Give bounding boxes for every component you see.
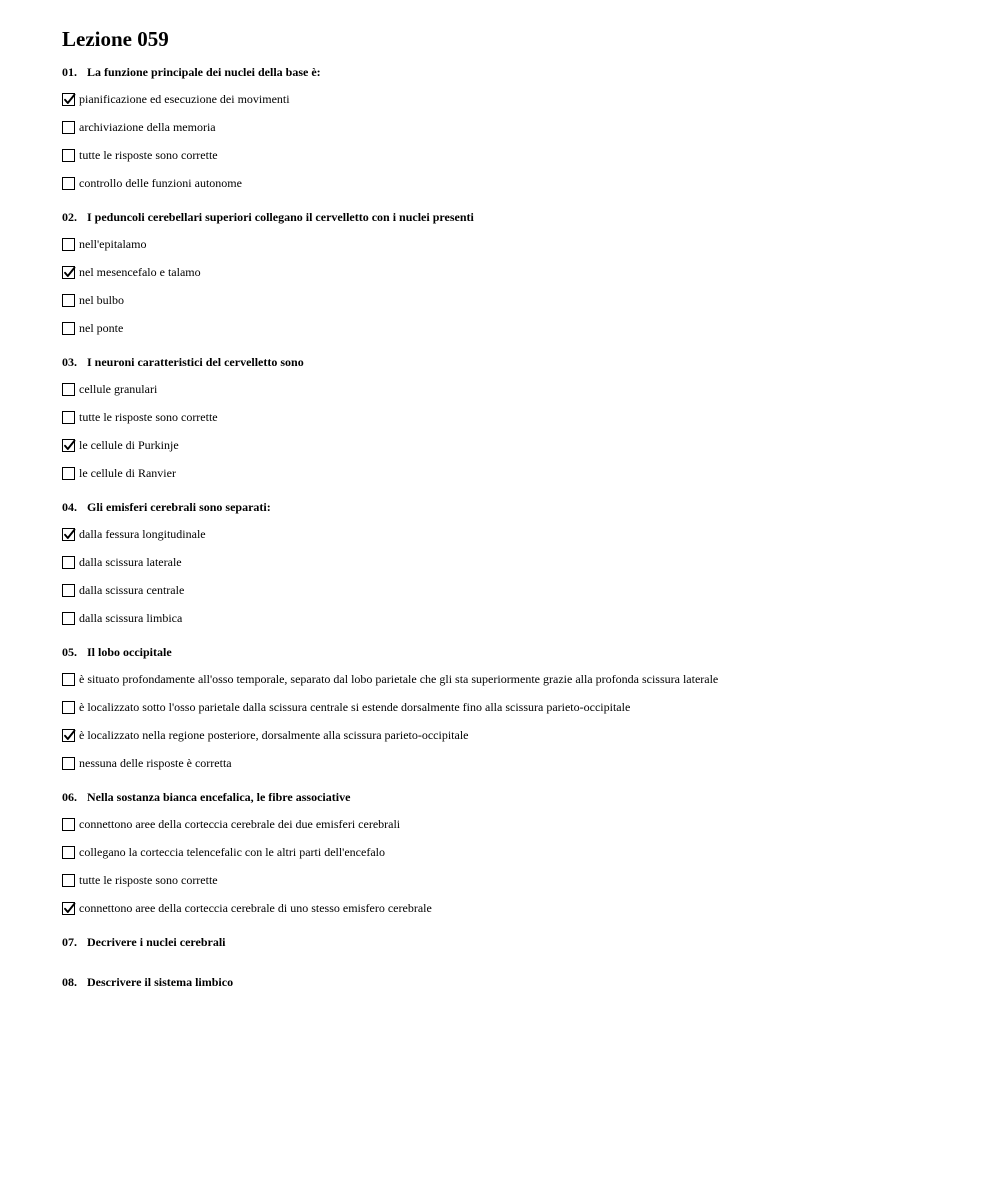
- question-text: I peduncoli cerebellari superiori collegano il cervelletto con i nuclei presenti: [87, 210, 474, 224]
- question-header: [62, 645, 982, 659]
- answer-list: [62, 520, 982, 632]
- check-mark-icon: [63, 729, 76, 742]
- question-number: 03.: [62, 355, 77, 369]
- checkbox-checked[interactable]: [62, 902, 75, 915]
- check-mark-icon: [63, 439, 76, 452]
- document-page: [62, 27, 982, 1015]
- question-text: I neuroni caratteristici del cervelletto sono: [87, 355, 304, 369]
- answer-option[interactable]: [62, 113, 982, 141]
- answer-text: è localizzato nella regione posteriore, dorsalmente alla scissura parieto-occipitale: [79, 727, 469, 742]
- answer-text: dalla scissura centrale: [79, 582, 185, 597]
- lesson-title: Lezione 059: [62, 27, 169, 51]
- checkbox-unchecked[interactable]: [62, 556, 75, 569]
- question-04: [62, 500, 982, 632]
- checkbox-unchecked[interactable]: [62, 673, 75, 686]
- answer-option[interactable]: [62, 431, 982, 459]
- checkbox-unchecked[interactable]: [62, 294, 75, 307]
- answer-option[interactable]: [62, 403, 982, 431]
- check-mark-icon: [63, 902, 76, 915]
- answer-text: dalla scissura laterale: [79, 554, 182, 569]
- answer-option[interactable]: [62, 314, 982, 342]
- question-text: Gli emisferi cerebrali sono separati:: [87, 500, 271, 514]
- question-01: [62, 65, 982, 197]
- checkbox-unchecked[interactable]: [62, 149, 75, 162]
- answer-option[interactable]: [62, 258, 982, 286]
- answer-text: nessuna delle risposte è corretta: [79, 755, 232, 770]
- checkbox-checked[interactable]: [62, 729, 75, 742]
- checkbox-unchecked[interactable]: [62, 846, 75, 859]
- answer-text: dalla fessura longitudinale: [79, 526, 206, 541]
- question-header: [62, 790, 982, 804]
- answer-option[interactable]: [62, 520, 982, 548]
- checkbox-unchecked[interactable]: [62, 322, 75, 335]
- check-mark-icon: [63, 93, 76, 106]
- answer-text: connettono aree della corteccia cerebrale di uno stesso emisfero cerebrale: [79, 900, 432, 915]
- checkbox-checked[interactable]: [62, 439, 75, 452]
- question-number: 04.: [62, 500, 77, 514]
- question-number: 01.: [62, 65, 77, 79]
- answer-text: nel mesencefalo e talamo: [79, 264, 201, 279]
- question-text: Nella sostanza bianca encefalica, le fibre associative: [87, 790, 351, 804]
- answer-option[interactable]: [62, 576, 982, 604]
- checkbox-checked[interactable]: [62, 266, 75, 279]
- checkbox-unchecked[interactable]: [62, 701, 75, 714]
- answer-option[interactable]: [62, 749, 982, 777]
- answer-text: è localizzato sotto l'osso parietale dalla scissura centrale si estende dorsalmente fino alla scissura parieto-occipitale: [79, 699, 631, 714]
- question-text: Il lobo occipitale: [87, 645, 172, 659]
- question-number: 08.: [62, 975, 77, 989]
- checkbox-unchecked[interactable]: [62, 757, 75, 770]
- answer-option[interactable]: [62, 286, 982, 314]
- checkbox-unchecked[interactable]: [62, 238, 75, 251]
- question-08: [62, 975, 982, 989]
- checkbox-checked[interactable]: [62, 528, 75, 541]
- answer-option[interactable]: [62, 548, 982, 576]
- answer-text: collegano la corteccia telencefalic con le altri parti dell'encefalo: [79, 844, 385, 859]
- checkbox-unchecked[interactable]: [62, 411, 75, 424]
- answer-text: cellule granulari: [79, 381, 158, 396]
- check-mark-icon: [63, 528, 76, 541]
- question-header: [62, 355, 982, 369]
- answer-option[interactable]: [62, 85, 982, 113]
- check-mark-icon: [63, 266, 76, 279]
- checkbox-unchecked[interactable]: [62, 612, 75, 625]
- answer-option[interactable]: [62, 838, 982, 866]
- question-number: 06.: [62, 790, 77, 804]
- answer-option[interactable]: [62, 230, 982, 258]
- answer-list: [62, 85, 982, 197]
- question-header: [62, 65, 982, 79]
- answer-text: connettono aree della corteccia cerebrale dei due emisferi cerebrali: [79, 816, 401, 831]
- question-header: [62, 210, 982, 224]
- answer-text: controllo delle funzioni autonome: [79, 175, 242, 190]
- answer-option[interactable]: [62, 604, 982, 632]
- answer-list: [62, 810, 982, 922]
- question-text: Descrivere il sistema limbico: [87, 975, 234, 989]
- question-header: [62, 935, 982, 949]
- question-02: [62, 210, 982, 342]
- answer-list: [62, 665, 982, 777]
- question-06: [62, 790, 982, 922]
- answer-option[interactable]: [62, 169, 982, 197]
- checkbox-unchecked[interactable]: [62, 818, 75, 831]
- answer-text: è situato profondamente all'osso temporale, separato dal lobo parietale che gli sta superiormente grazie alla profonda scissura laterale: [79, 671, 719, 686]
- answer-text: dalla scissura limbica: [79, 610, 183, 625]
- checkbox-unchecked[interactable]: [62, 121, 75, 134]
- answer-option[interactable]: [62, 693, 982, 721]
- answer-text: archiviazione della memoria: [79, 119, 216, 134]
- answer-text: le cellule di Purkinje: [79, 437, 179, 452]
- answer-text: le cellule di Ranvier: [79, 465, 176, 480]
- question-07: [62, 935, 982, 949]
- checkbox-unchecked[interactable]: [62, 467, 75, 480]
- answer-option[interactable]: [62, 141, 982, 169]
- answer-text: tutte le risposte sono corrette: [79, 147, 218, 162]
- question-number: 02.: [62, 210, 77, 224]
- checkbox-checked[interactable]: [62, 93, 75, 106]
- answer-text: tutte le risposte sono corrette: [79, 409, 218, 424]
- checkbox-unchecked[interactable]: [62, 383, 75, 396]
- question-text: La funzione principale dei nuclei della base è:: [87, 65, 321, 79]
- checkbox-unchecked[interactable]: [62, 874, 75, 887]
- question-header: [62, 975, 982, 989]
- checkbox-unchecked[interactable]: [62, 177, 75, 190]
- answer-list: [62, 230, 982, 342]
- checkbox-unchecked[interactable]: [62, 584, 75, 597]
- answer-option[interactable]: [62, 894, 982, 922]
- answer-text: tutte le risposte sono corrette: [79, 872, 218, 887]
- question-number: 07.: [62, 935, 77, 949]
- answer-text: nel bulbo: [79, 292, 124, 307]
- answer-option[interactable]: [62, 459, 982, 487]
- answer-text: pianificazione ed esecuzione dei movimenti: [79, 91, 290, 106]
- answer-option[interactable]: [62, 665, 982, 693]
- answer-list: [62, 375, 982, 487]
- answer-option[interactable]: [62, 866, 982, 894]
- answer-text: nell'epitalamo: [79, 236, 147, 251]
- answer-option[interactable]: [62, 721, 982, 749]
- answer-text: nel ponte: [79, 320, 124, 335]
- answer-option[interactable]: [62, 810, 982, 838]
- question-header: [62, 500, 982, 514]
- answer-option[interactable]: [62, 375, 982, 403]
- question-05: [62, 645, 982, 777]
- question-number: 05.: [62, 645, 77, 659]
- question-03: [62, 355, 982, 487]
- question-text: Decrivere i nuclei cerebrali: [87, 935, 226, 949]
